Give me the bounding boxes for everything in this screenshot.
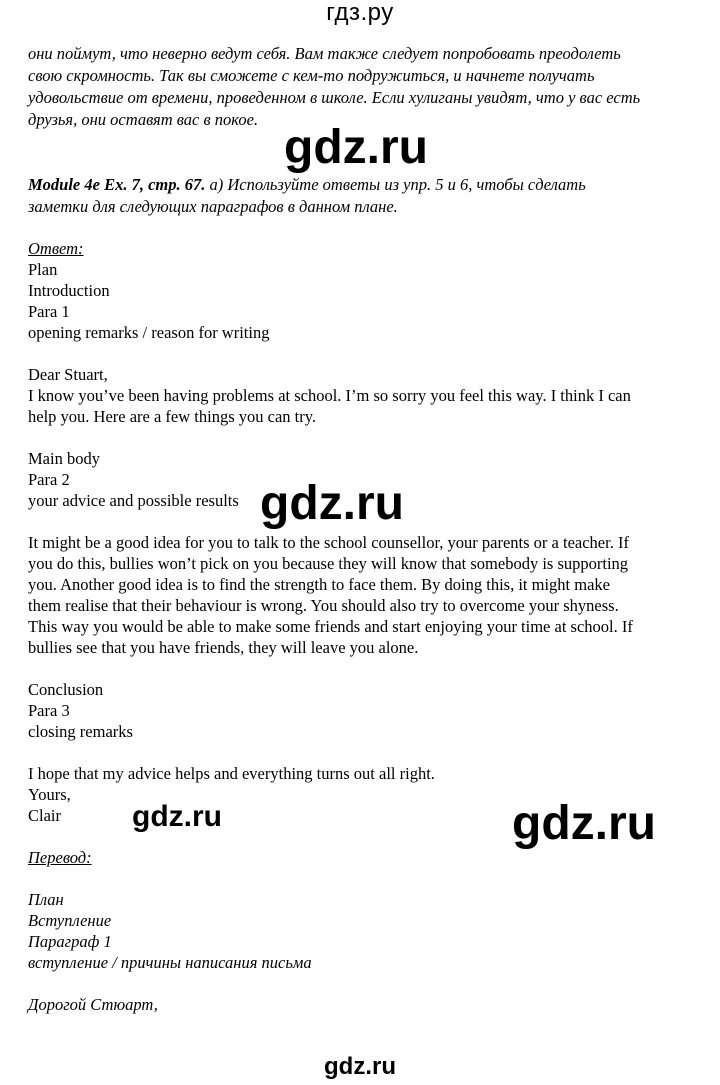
letter-greeting: Dear Stuart, <box>28 365 108 384</box>
letter-body-line-4: them realise that their behaviour is wrong. You should also try to overcome your shyness. <box>28 596 619 615</box>
translation-intro: Вступление <box>28 911 112 930</box>
letter-opening-line-2: help you. Here are a few things you can try. <box>28 407 317 426</box>
watermark: gdz.ru <box>284 121 428 174</box>
footer-watermark: gdz.ru <box>324 1053 396 1080</box>
translation-label: Перевод: <box>28 848 92 867</box>
answer-label: Ответ: <box>28 239 84 258</box>
conclusion-heading: Conclusion <box>28 680 104 699</box>
plan-para-2: Para 2 <box>28 470 70 489</box>
main-body-heading: Main body <box>28 449 100 468</box>
intro-ru-line-2: свою скромность. Так вы сможете с кем-то подружиться, и начнете получать <box>28 66 595 85</box>
translation-plan: План <box>28 890 64 909</box>
watermark: gdz.ru <box>132 800 222 833</box>
intro-ru-line-4: друзья, они оставят вас в покое. <box>28 110 259 129</box>
letter-body-line-3: you. Another good idea is to find the strength to face them. By doing this, it might make <box>28 575 610 594</box>
letter-closing: I hope that my advice helps and everything turns out all right. <box>28 764 435 783</box>
plan-para-1-note: opening remarks / reason for writing <box>28 323 270 342</box>
letter-body-line-6: bullies see that you have friends, they will leave you alone. <box>28 638 419 657</box>
exercise-task-line-2: заметки для следующих параграфов в данном плане. <box>28 197 398 216</box>
translation-para-1-note: вступление / причины написания письма <box>28 953 312 972</box>
plan-para-3: Para 3 <box>28 701 70 720</box>
plan-para-1: Para 1 <box>28 302 70 321</box>
exercise-heading <box>28 175 700 196</box>
translation-greeting: Дорогой Стюарт, <box>28 995 158 1014</box>
watermark: gdz.ru <box>512 797 656 850</box>
letter-body-line-5: This way you would be able to make some friends and start enjoying your time at school. If <box>28 617 633 636</box>
plan-introduction: Introduction <box>28 281 110 300</box>
letter-opening-line-1: I know you’ve been having problems at school. I’m so sorry you feel this way. I think I can <box>28 386 631 405</box>
watermark: gdz.ru <box>260 477 404 530</box>
translation-para-1: Параграф 1 <box>28 932 112 951</box>
letter-signature: Clair <box>28 806 61 825</box>
letter-body-line-2: you do this, bullies won’t pick on you because they will know that somebody is supporting <box>28 554 629 573</box>
plan-para-3-note: closing remarks <box>28 722 133 741</box>
plan-para-2-note: your advice and possible results <box>28 491 239 510</box>
letter-body-line-1: It might be a good idea for you to talk to the school counsellor, your parents or a teacher. If <box>28 533 629 552</box>
plan-title: Plan <box>28 260 58 279</box>
intro-ru-line-3: удовольствие от времени, проведенном в школе. Если хулиганы увидят, что у вас есть <box>28 88 641 107</box>
intro-ru-line-1: они поймут, что неверно ведут себя. Вам также следует попробовать преодолеть <box>28 44 621 63</box>
header-watermark: гдз.ру <box>326 0 394 26</box>
exercise-task: а) Используйте ответы из упр. 5 и 6, чтобы сделать <box>205 175 586 194</box>
letter-signoff: Yours, <box>28 785 71 804</box>
exercise-ref: Module 4e Ex. 7, стр. 67. <box>28 175 206 194</box>
